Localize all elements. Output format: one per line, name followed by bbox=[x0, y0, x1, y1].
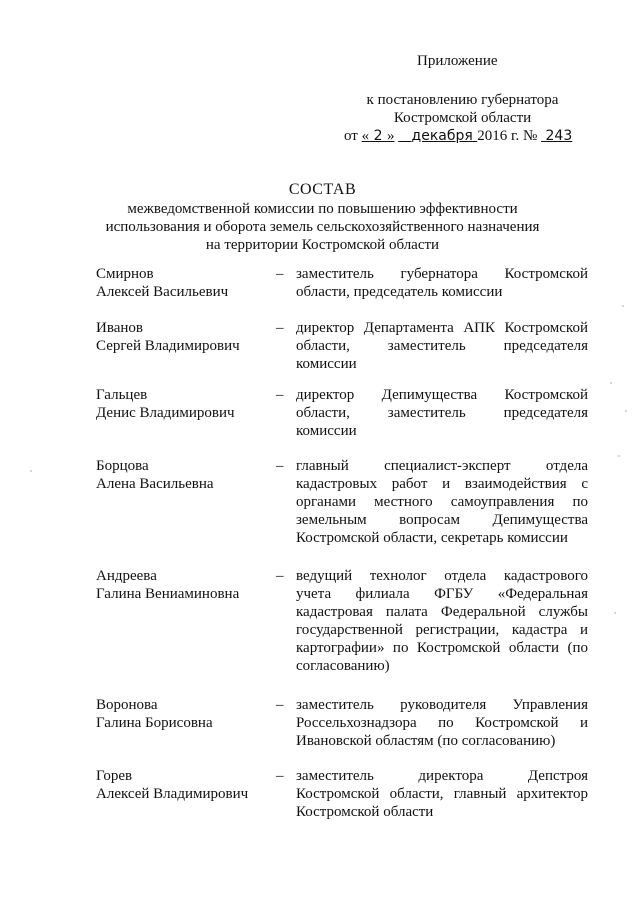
role-line: Россельхознадзора по Костромской и bbox=[296, 715, 588, 731]
member-surname: Смирнов bbox=[96, 266, 154, 282]
title-subtitle bbox=[90, 200, 555, 254]
member-surname: Иванов bbox=[96, 320, 143, 336]
member-given-name: Алена Васильевна bbox=[96, 476, 214, 492]
role-line: земельным вопросам Депимущества bbox=[296, 512, 588, 528]
date-month: декабря bbox=[411, 128, 473, 144]
member-name bbox=[96, 319, 274, 373]
role-line: Костромской области bbox=[296, 804, 434, 820]
member-entry bbox=[96, 386, 588, 440]
role-line: учета филиала ФГБУ «Федеральная bbox=[296, 586, 588, 602]
role-line: органами местного самоуправления по bbox=[296, 494, 588, 510]
scan-speck bbox=[30, 470, 32, 472]
member-name bbox=[96, 265, 274, 301]
role-line: Ивановской областям (по согласованию) bbox=[296, 733, 556, 749]
member-dash: – bbox=[276, 266, 284, 282]
member-dash: – bbox=[276, 320, 284, 336]
member-role bbox=[296, 265, 588, 301]
scan-speck bbox=[622, 305, 624, 307]
resolution-number: 243 bbox=[545, 128, 573, 144]
member-name bbox=[96, 767, 274, 821]
role-line: области, заместитель председателя bbox=[296, 338, 588, 354]
member-entry bbox=[96, 767, 588, 821]
role-line: Костромской области, секретарь комиссии bbox=[296, 530, 568, 546]
member-dash: – bbox=[276, 387, 284, 403]
resolution-reference bbox=[340, 91, 585, 127]
role-line: комиссии bbox=[296, 356, 357, 372]
member-surname: Воронова bbox=[96, 697, 158, 713]
member-dash: – bbox=[276, 568, 284, 584]
member-given-name: Галина Борисовна bbox=[96, 715, 213, 731]
date-close-quote: » bbox=[386, 128, 395, 144]
role-line: области, заместитель председателя bbox=[296, 405, 588, 421]
scan-speck bbox=[614, 612, 616, 614]
role-line: комиссии bbox=[296, 423, 357, 439]
title-main: СОСТАВ bbox=[288, 181, 357, 198]
member-surname: Борцова bbox=[96, 458, 149, 474]
appendix-label: Приложение bbox=[417, 53, 498, 69]
member-role bbox=[296, 696, 588, 750]
role-line: кадастровых работ и взаимодействия с bbox=[296, 476, 588, 492]
member-dash: – bbox=[276, 697, 284, 713]
member-role bbox=[296, 767, 588, 821]
member-entry bbox=[96, 265, 588, 301]
resolution-date-line bbox=[344, 127, 572, 145]
title-subtitle-line: межведомственной комиссии по повышению эффективности bbox=[127, 201, 518, 217]
member-surname: Андреева bbox=[96, 568, 157, 584]
role-line: главный специалист-эксперт отдела bbox=[296, 458, 588, 474]
member-dash: – bbox=[276, 768, 284, 784]
resolution-line: к постановлению губернатора bbox=[366, 92, 559, 108]
member-given-name: Алексей Васильевич bbox=[96, 284, 229, 300]
date-open-quote: « bbox=[361, 128, 370, 144]
role-line: заместитель руководителя Управления bbox=[296, 697, 588, 713]
member-role bbox=[296, 567, 588, 675]
resolution-line: Костромской области bbox=[393, 110, 532, 126]
member-given-name: Галина Вениаминовна bbox=[96, 586, 240, 602]
scan-speck bbox=[618, 455, 620, 457]
role-line: государственной регистрации, кадастра и bbox=[296, 622, 588, 638]
document-title bbox=[90, 180, 555, 254]
member-given-name: Сергей Владимирович bbox=[96, 338, 240, 354]
member-name bbox=[96, 567, 274, 675]
member-role bbox=[296, 457, 588, 547]
member-role bbox=[296, 386, 588, 440]
scan-speck bbox=[610, 382, 612, 384]
date-year: 2016 г. № bbox=[477, 128, 538, 144]
member-entry bbox=[96, 319, 588, 373]
commission-members-list bbox=[96, 265, 588, 821]
role-line: заместитель директора Депстроя bbox=[296, 768, 588, 784]
member-role bbox=[296, 319, 588, 373]
role-line: Костромской области, главный архитектор bbox=[296, 786, 588, 802]
title-subtitle-line: на территории Костромской области bbox=[205, 237, 440, 253]
member-surname: Горев bbox=[96, 768, 133, 784]
member-surname: Гальцев bbox=[96, 387, 148, 403]
title-subtitle-line: использования и оборота земель сельскохозяйственного назначения bbox=[105, 219, 540, 235]
member-given-name: Алексей Владимирович bbox=[96, 786, 249, 802]
role-line: картографии» по Костромской области (по bbox=[296, 640, 588, 656]
role-line: директор Депимущества Костромской bbox=[296, 387, 588, 403]
date-day: 2 bbox=[373, 128, 383, 144]
member-entry bbox=[96, 457, 588, 547]
role-line: заместитель губернатора Костромской bbox=[296, 266, 588, 282]
role-line: области, председатель комиссии bbox=[296, 284, 503, 300]
role-line: ведущий технолог отдела кадастрового bbox=[296, 568, 588, 584]
member-name bbox=[96, 457, 274, 547]
member-entry bbox=[96, 696, 588, 750]
member-name bbox=[96, 386, 274, 440]
role-line: кадастровая палата Федеральной службы bbox=[296, 604, 588, 620]
member-dash: – bbox=[276, 458, 284, 474]
role-line: директор Департамента АПК Костромской bbox=[296, 320, 588, 336]
member-given-name: Денис Владимирович bbox=[96, 405, 235, 421]
scan-speck bbox=[625, 410, 627, 412]
member-name bbox=[96, 696, 274, 750]
date-prefix: от bbox=[344, 128, 358, 144]
role-line: согласованию) bbox=[296, 658, 390, 674]
member-entry bbox=[96, 567, 588, 675]
